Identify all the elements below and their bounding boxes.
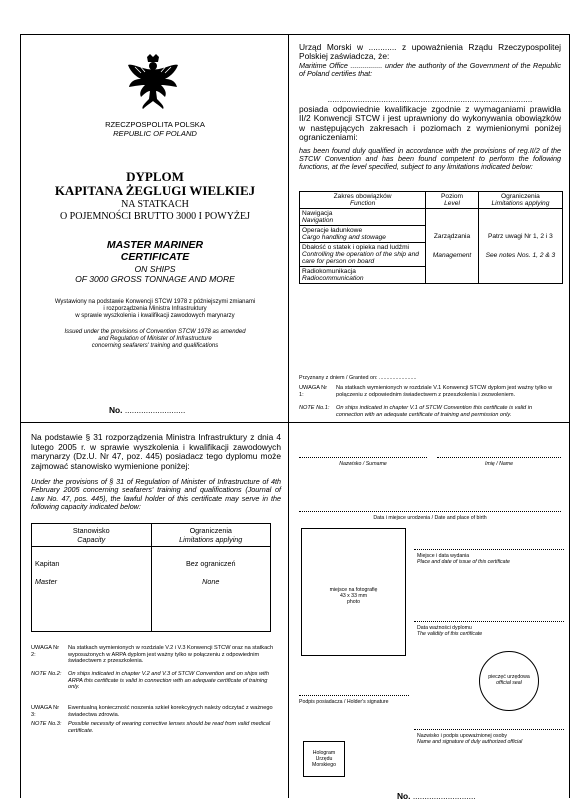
issued-en-1: Issued under the provisions of Convention STCW 1978 as amended <box>64 329 246 335</box>
header-limitations-pl: Ograniczenia <box>500 193 540 200</box>
qualification-pl: posiada odpowiednie kwalifikacje zgodnie z wymaganiami prawidła II/2 Konwencji STCW i jest uprawniony do wykonywania obowiązków w następujących zakresach i poziomach z wymienionymi poniżej ograniczeniami: <box>299 104 561 143</box>
official-signature-field <box>414 729 564 730</box>
function-en: Controlling the operation of the ship and care for person on board <box>302 251 419 265</box>
header-level-pl: Poziom <box>441 193 464 200</box>
capacity-en: Master <box>35 577 57 586</box>
name-field <box>437 457 561 458</box>
header-limitations-pl: Ograniczenia <box>189 526 232 535</box>
photo-size: 43 x 33 mm <box>339 593 368 599</box>
seal-label-en: official seal <box>496 680 522 686</box>
note-key: UWAGA Nr 1: <box>299 385 328 398</box>
table-row <box>300 209 563 226</box>
surname-label: Nazwisko / Surname <box>339 461 387 467</box>
note-text: Na statkach wymienionych w rozdziale V.2 i V.3 Konwencji STCW oraz na statkach wyposażonych w ARPA dyplom jest ważny tylko w połączeniu z odpowiednim świadectwem z przeszkolenia. <box>68 645 274 665</box>
note-3-en <box>31 721 277 737</box>
function-en: Radiocommunication <box>302 275 364 282</box>
function-cargo <box>300 226 426 243</box>
limitation-en: None <box>202 577 220 586</box>
note-key: UWAGA Nr 3: <box>31 705 60 718</box>
note-3-pl <box>31 705 277 721</box>
name-label: Imię / Name <box>485 461 513 467</box>
header-limitations <box>478 192 562 209</box>
validity-label-en: The validity of this certificate <box>417 631 483 637</box>
function-pl: Dbałość o statek i opieka nad ludźmi <box>302 244 410 251</box>
title-en-master: MASTER MARINER <box>106 239 204 251</box>
number-label: No. <box>397 791 411 801</box>
limitations-en: See notes Nos. 1, 2 & 3 <box>485 252 556 259</box>
note-key: UWAGA Nr 2: <box>31 645 60 658</box>
issue-field <box>414 549 564 550</box>
office-statement-pl: Urząd Morski w ............ z upoważnienia Rządu Rzeczypospolitej Polskiej zaświadcza, że: <box>299 42 561 62</box>
function-ship-care <box>300 243 426 267</box>
note-key: NOTE No.1: <box>299 405 330 411</box>
title-en-certificate: CERTIFICATE <box>120 251 190 263</box>
level-cell <box>426 209 479 284</box>
function-pl: Radiokomunikacja <box>302 268 356 275</box>
capacity-table <box>31 523 271 632</box>
header-function-pl: Zakres obowiązków <box>333 193 392 200</box>
capacity-pl: Kapitan <box>35 559 60 568</box>
note-key: NOTE No.2: <box>31 671 62 677</box>
capacity-panel <box>20 422 289 798</box>
header-function-en: Function <box>349 200 376 207</box>
hologram-label-2: Urzędu <box>315 756 333 762</box>
basis-pl: Na podstawie § 31 rozporządzenia Ministra Infrastruktury z dnia 4 lutego 2005 r. w sprawie wyszkolenia i kwalifikacji zawodowych marynarzy (Dz.U. Nr 47, poz. 445) posiadacz tego dyplomu może zajmować stanowisko wymienione poniżej: <box>31 432 281 471</box>
surname-field <box>299 457 427 458</box>
capacity-cell <box>32 547 152 632</box>
level-pl: Zarządzania <box>433 233 471 240</box>
photo-label: miejsce na fotografię <box>329 587 378 593</box>
header-function <box>300 192 426 209</box>
issued-en-2: and Regulation of Minister of Infrastructure <box>98 336 212 342</box>
seal-label-pl: pieczęć urzędowa <box>488 674 530 680</box>
header-level-en: Level <box>444 200 460 207</box>
function-radio <box>300 267 426 284</box>
number-field: ........................... <box>412 791 476 801</box>
note-1-pl <box>299 385 559 405</box>
birth-field <box>299 511 561 512</box>
note-text: Na statkach wymienionych w rozdziale V.1 Konwencji STCW dyplom jest ważny tylko w połączeniu z odpowiednim świadectwem z przeszkolenia i zezwoleniem. <box>336 385 553 398</box>
note-text: On ships indicated in chapter V.1 of STCW Convention this certificate is valid in connection with an adequate certificate of training and permission only. <box>336 405 533 418</box>
level-en: Management <box>432 252 472 259</box>
country-en: REPUBLIC OF POLAND <box>113 129 197 138</box>
note-text: Possible necessity of wearing corrective lenses should be read from valid medical certificate. <box>68 721 271 734</box>
note-2-pl <box>31 645 277 667</box>
issued-pl-2: i rozporządzenia Ministra Infrastruktury <box>103 306 207 312</box>
header-capacity <box>32 524 152 547</box>
header-capacity-pl: Stanowisko <box>72 526 110 535</box>
issue-label-en: Place and date of issue of this certificate <box>417 559 510 565</box>
limitation-cell <box>151 547 271 632</box>
function-navigation <box>300 209 426 226</box>
limitations-pl: Patrz uwagi Nr 1, 2 i 3 <box>487 233 553 240</box>
personal-data-panel <box>288 422 570 801</box>
header-level <box>426 192 479 209</box>
office-statement-en: Maritime Office ................ under the authority of the Government of the Republic of Poland certifies that: <box>299 61 561 79</box>
title-tonnage: O POJEMNOŚCI BRUTTO 3000 I POWYŻEJ <box>59 211 251 222</box>
country-pl: RZECZPOSPOLITA POLSKA <box>105 120 205 129</box>
qualification-en: has been found duly qualified in accordance with the provisions of reg.II/2 of the STCW Convention and has been found competent to perform the following functions, at the level specified, subject to any limitations indicated below: <box>299 146 561 172</box>
photo-placeholder <box>301 528 406 656</box>
issue-label-pl: Miejsce i data wydania <box>417 553 470 559</box>
functions-table <box>299 191 563 284</box>
holder-signature-field <box>299 695 409 696</box>
number-field: .......................... <box>124 405 186 415</box>
cover-panel <box>20 34 289 423</box>
header-limitations <box>151 524 271 547</box>
note-text: Ewentualną konieczność noszenia szkieł korekcyjnych należy odczytać z ważnego świadectwa zdrowia. <box>68 705 273 718</box>
granted-on: Przyznany z dniem / Granted on: ......................... <box>299 375 417 381</box>
validity-field <box>414 621 564 622</box>
note-text: On ships indicated in chapter V.2 and V.3 of STCW Convention and on ships with ARPA this certificate is valid in connection with an adequate certificate of training only. <box>68 671 269 691</box>
certificate-number-bottom <box>397 791 476 801</box>
certificate-number <box>109 405 185 415</box>
title-en-ships: ON SHIPS <box>134 264 176 274</box>
photo-label-en: photo <box>347 599 360 605</box>
issued-pl-3: w sprawie wyszkolenia i kwalifikacji zawodowych marynarzy <box>75 313 235 319</box>
holder-signature-label: Podpis posiadacza / Holder's signature <box>299 699 389 705</box>
holder-name-field: ........................................................................................ <box>327 94 533 104</box>
function-pl: Nawigacja <box>302 210 333 217</box>
limitation-pl: Bez ograniczeń <box>185 559 236 568</box>
function-en: Cargo handling and stowage <box>302 234 386 241</box>
title-ships: NA STATKACH <box>121 199 189 210</box>
table-header-row <box>32 524 271 547</box>
hologram-box <box>303 741 345 777</box>
limitations-cell <box>478 209 562 284</box>
polish-eagle-emblem-icon <box>127 53 179 111</box>
birth-label: Data i miejsce urodzenia / Date and place of birth <box>373 515 487 521</box>
function-pl: Operacje ładunkowe <box>302 227 363 234</box>
header-limitations-en: Limitations applying <box>179 535 243 544</box>
issued-pl-1: Wystawiony na podstawie Konwencji STCW 1978 z późniejszymi zmianami <box>54 299 256 305</box>
function-en: Navigation <box>302 217 334 224</box>
title-en-tonnage: OF 3000 GROSS TONNAGE AND MORE <box>75 274 235 284</box>
basis-en: Under the provisions of § 31 of Regulation of Minister of Infrastructure of 4th February 2005 concerning seafarers' training and qualifications (Journal of Law No. 47, pos. 445), the lawful holder of this certificate may serve in the following capacity indicated below: <box>31 477 281 512</box>
title-diploma: DYPLOM <box>126 169 184 184</box>
number-label: No. <box>109 405 123 415</box>
table-header-row <box>300 192 563 209</box>
qualification-panel <box>288 34 570 423</box>
official-seal-circle <box>479 651 539 711</box>
header-limitations-en: Limitations applying <box>491 200 550 207</box>
note-key: NOTE No.3: <box>31 721 62 727</box>
hologram-label-1: Hologram <box>312 750 336 756</box>
official-label-pl: Nazwisko i podpis upoważnionej osoby <box>417 733 507 739</box>
validity-label-pl: Data ważności dyplomu <box>417 625 472 631</box>
issued-en-3: concerning seafarers' training and qualifications <box>91 343 219 349</box>
hologram-label-3: Morskiego <box>312 762 336 768</box>
table-row <box>32 547 271 632</box>
title-captain: KAPITANA ŻEGLUGI WIELKIEJ <box>54 183 256 198</box>
official-label-en: Name and signature of duly authorized official <box>417 739 523 745</box>
note-2-en <box>31 671 277 693</box>
header-capacity-en: Capacity <box>77 535 106 544</box>
